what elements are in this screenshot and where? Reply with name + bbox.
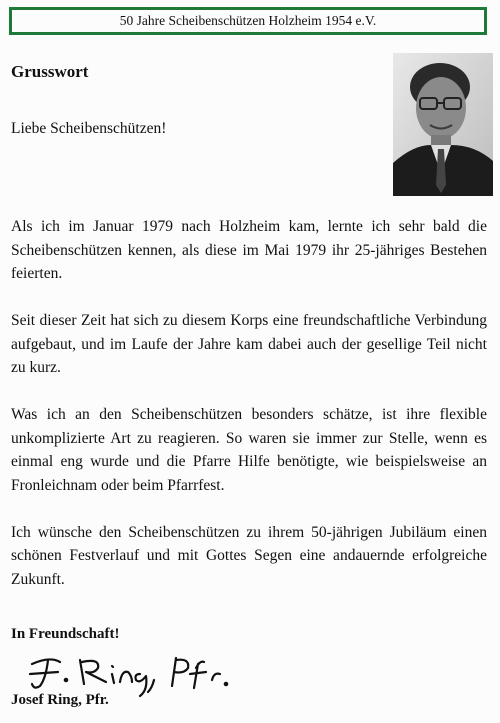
letter-body [11,215,487,615]
header-title-box [9,7,487,35]
letter-paragraph: Ich wünsche den Scheibenschützen zu ihrem 50-jährigen Jubiläum einen schönen Festverlauf und mit Gottes Segen eine andauernde erfolgreiche Zukunft. [11,523,487,588]
portrait-photo [393,53,493,196]
letter-paragraph: Als ich im Januar 1979 nach Holzheim kam, lernte ich sehr bald die Scheibenschützen kennen, als diese im Mai 1979 ihr 25-jähriges Bestehen feierten. [11,218,487,282]
header-title: 50 Jahre Scheibenschützen Holzheim 1954 e.V. [119,13,377,28]
handwritten-signature [28,650,298,698]
closing-line: In Freundschaft! [11,626,120,642]
signer-name: Josef Ring, Pfr. [11,692,109,708]
letter-paragraph: Seit dieser Zeit hat sich zu diesem Korps eine freundschaftliche Verbindung aufgebaut, und im Laufe der Jahre kam dabei auch der gesellige Teil nicht zu kurz. [11,312,487,376]
salutation: Liebe Scheibenschützen! [11,120,167,137]
page-title: Grusswort [11,62,89,81]
letter-paragraph: Was ich an den Scheibenschützen besonders schätze, ist ihre flexible unkomplizierte Art zu reagieren. So waren sie immer zur Stelle, wenn es einmal eng wurde und die Pfarre Hilfe benötigte, wie beispielsweise an Fronleichnam oder beim Pfarrfest. [11,406,487,494]
